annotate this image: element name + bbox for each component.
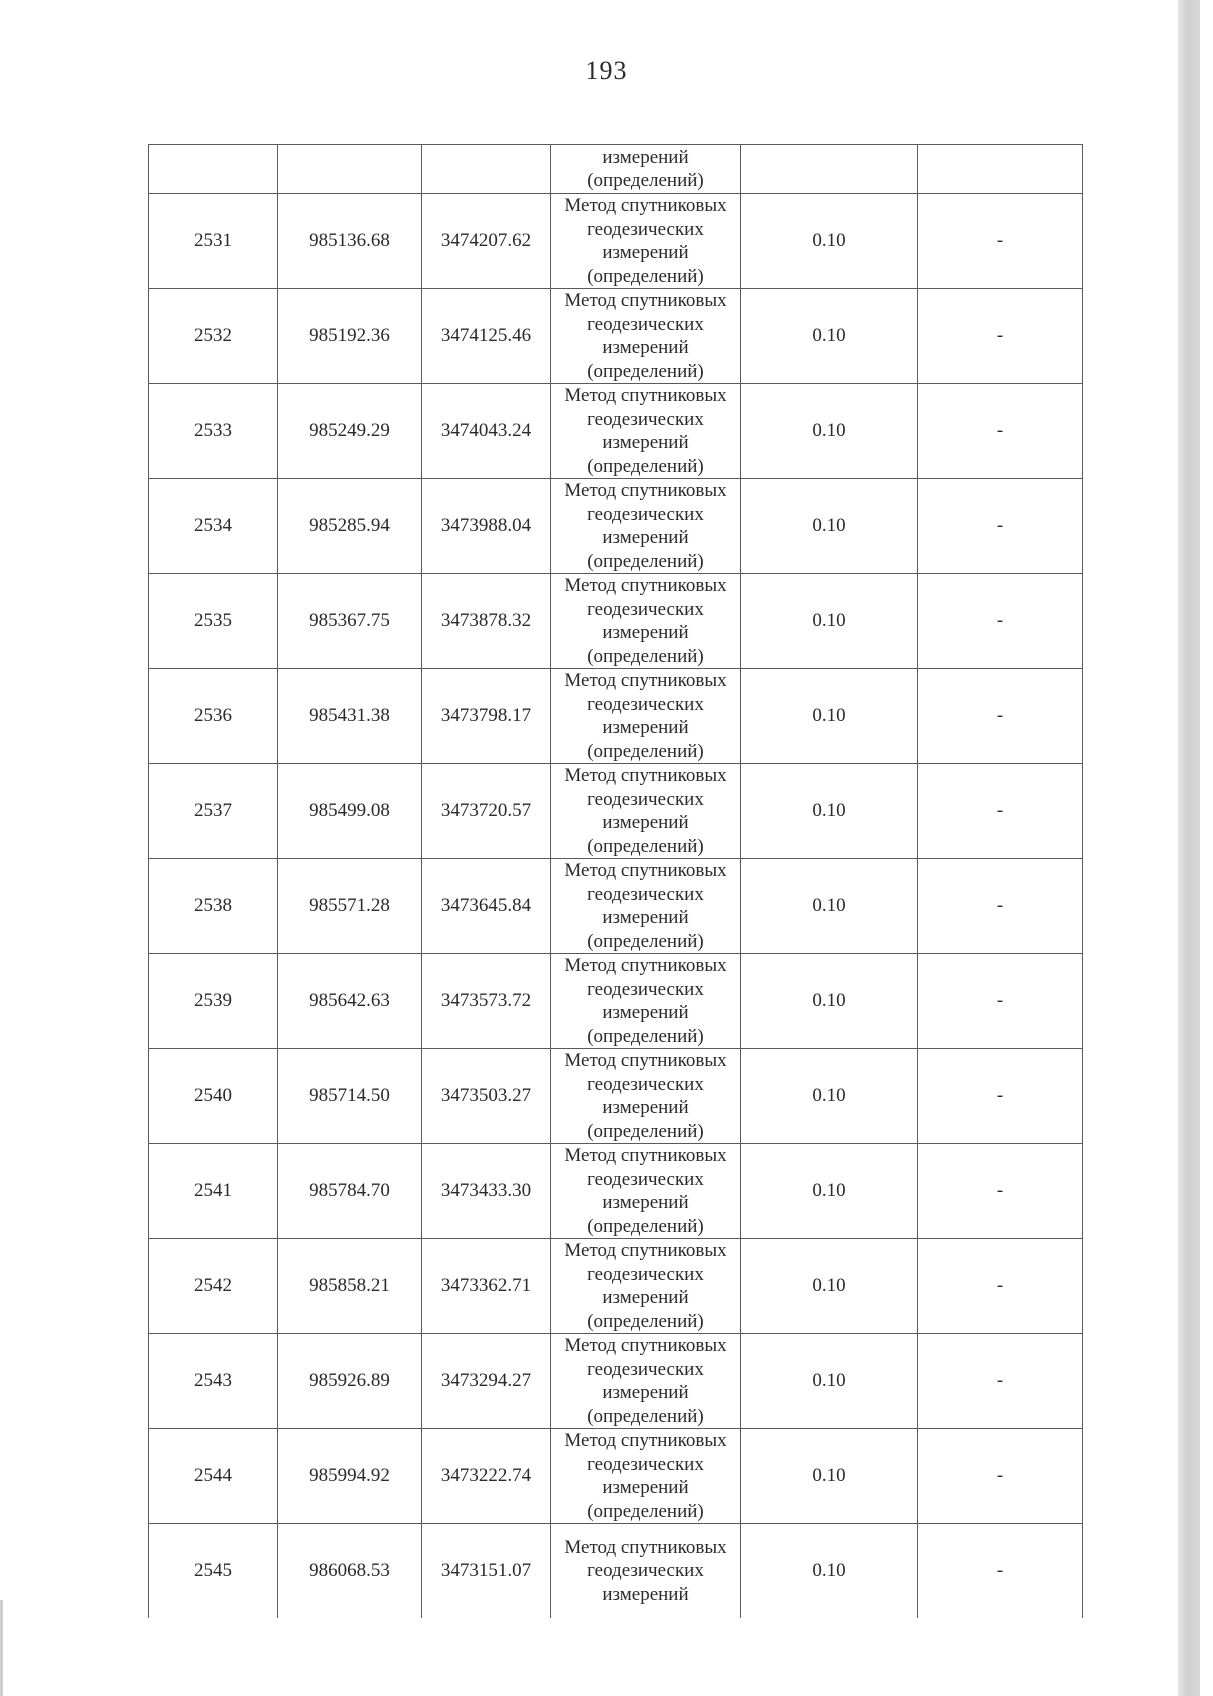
table-row bbox=[149, 574, 1083, 669]
method-line: Метод спутниковых bbox=[564, 955, 727, 976]
accuracy-cell: 0.10 bbox=[741, 954, 918, 1049]
method-line: измерений bbox=[602, 527, 689, 548]
y-coordinate-cell: 3473151.07 bbox=[422, 1524, 551, 1619]
note-cell: - bbox=[918, 574, 1083, 669]
x-coordinate-cell: 985642.63 bbox=[278, 954, 422, 1049]
method-line: измерений bbox=[602, 1097, 689, 1118]
method-line: (определений) bbox=[587, 1310, 704, 1332]
method-line: Метод спутниковых bbox=[564, 1335, 727, 1356]
method-line: (определений) bbox=[587, 170, 704, 191]
point-cell: 2536 bbox=[149, 669, 278, 764]
table-row bbox=[149, 384, 1083, 479]
table-row bbox=[149, 1429, 1083, 1524]
method-line: (определений) bbox=[587, 360, 704, 382]
method-line: измерений bbox=[602, 1287, 689, 1308]
point-cell: 2538 bbox=[149, 859, 278, 954]
x-coordinate-cell: 985431.38 bbox=[278, 669, 422, 764]
method-line: (определений) bbox=[587, 1500, 704, 1522]
y-coordinate-cell: 3474207.62 bbox=[422, 194, 551, 289]
method-cell bbox=[551, 1429, 741, 1524]
table-row bbox=[149, 669, 1083, 764]
continuation-point-cell bbox=[149, 145, 278, 194]
x-coordinate-cell: 986068.53 bbox=[278, 1524, 422, 1619]
method-line: (определений) bbox=[587, 835, 704, 857]
method-line: геодезических bbox=[587, 1263, 704, 1285]
continuation-note-cell bbox=[918, 145, 1083, 194]
point-cell: 2539 bbox=[149, 954, 278, 1049]
table-row bbox=[149, 479, 1083, 574]
method-cell bbox=[551, 669, 741, 764]
method-line: измерений bbox=[602, 242, 689, 263]
note-cell: - bbox=[918, 859, 1083, 954]
method-line: измерений bbox=[602, 337, 689, 358]
continuation-method-cell bbox=[551, 145, 741, 194]
coordinates-table bbox=[148, 144, 1083, 1618]
method-line: геодезических bbox=[587, 218, 704, 240]
x-coordinate-cell: 985994.92 bbox=[278, 1429, 422, 1524]
point-cell: 2533 bbox=[149, 384, 278, 479]
accuracy-cell: 0.10 bbox=[741, 1429, 918, 1524]
accuracy-cell: 0.10 bbox=[741, 479, 918, 574]
y-coordinate-cell: 3473222.74 bbox=[422, 1429, 551, 1524]
point-cell: 2531 bbox=[149, 194, 278, 289]
method-line: геодезических bbox=[587, 1073, 704, 1095]
method-line: Метод спутниковых bbox=[564, 1430, 727, 1451]
method-line: Метод спутниковых bbox=[564, 290, 727, 311]
note-cell: - bbox=[918, 764, 1083, 859]
y-coordinate-cell: 3473878.32 bbox=[422, 574, 551, 669]
table-row bbox=[149, 954, 1083, 1049]
method-line: измерений bbox=[602, 1382, 689, 1403]
accuracy-cell: 0.10 bbox=[741, 289, 918, 384]
point-cell: 2540 bbox=[149, 1049, 278, 1144]
table-row bbox=[149, 194, 1083, 289]
x-coordinate-cell: 985714.50 bbox=[278, 1049, 422, 1144]
method-line: геодезических bbox=[587, 503, 704, 525]
y-coordinate-cell: 3474125.46 bbox=[422, 289, 551, 384]
accuracy-cell: 0.10 bbox=[741, 194, 918, 289]
method-line: Метод спутниковых bbox=[564, 575, 727, 596]
method-line: Метод спутниковых bbox=[564, 1145, 727, 1166]
method-line: геодезических bbox=[587, 313, 704, 335]
accuracy-cell: 0.10 bbox=[741, 384, 918, 479]
method-line: (определений) bbox=[587, 1120, 704, 1142]
table-row bbox=[149, 1144, 1083, 1239]
continuation-y-cell bbox=[422, 145, 551, 194]
method-line: Метод спутниковых bbox=[564, 765, 727, 786]
method-line: измерений bbox=[602, 622, 689, 643]
accuracy-cell: 0.10 bbox=[741, 1524, 918, 1619]
accuracy-cell: 0.10 bbox=[741, 574, 918, 669]
method-line: (определений) bbox=[587, 265, 704, 287]
method-cell bbox=[551, 574, 741, 669]
point-cell: 2545 bbox=[149, 1524, 278, 1619]
method-line: (определений) bbox=[587, 550, 704, 572]
point-cell: 2534 bbox=[149, 479, 278, 574]
method-line: (определений) bbox=[587, 645, 704, 667]
method-line: Метод спутниковых bbox=[564, 1536, 727, 1558]
method-line: измерений bbox=[602, 1002, 689, 1023]
method-line: (определений) bbox=[587, 930, 704, 952]
y-coordinate-cell: 3473573.72 bbox=[422, 954, 551, 1049]
table-row bbox=[149, 1524, 1083, 1619]
method-line: (определений) bbox=[587, 455, 704, 477]
accuracy-cell: 0.10 bbox=[741, 669, 918, 764]
y-coordinate-cell: 3473720.57 bbox=[422, 764, 551, 859]
point-cell: 2535 bbox=[149, 574, 278, 669]
accuracy-cell: 0.10 bbox=[741, 1049, 918, 1144]
method-line: измерений bbox=[602, 717, 689, 738]
y-coordinate-cell: 3474043.24 bbox=[422, 384, 551, 479]
page-number: 193 bbox=[585, 56, 628, 85]
x-coordinate-cell: 985499.08 bbox=[278, 764, 422, 859]
point-cell: 2537 bbox=[149, 764, 278, 859]
method-cell bbox=[551, 194, 741, 289]
note-cell: - bbox=[918, 1144, 1083, 1239]
y-coordinate-cell: 3473645.84 bbox=[422, 859, 551, 954]
y-coordinate-cell: 3473503.27 bbox=[422, 1049, 551, 1144]
note-cell: - bbox=[918, 1239, 1083, 1334]
x-coordinate-cell: 985367.75 bbox=[278, 574, 422, 669]
y-coordinate-cell: 3473433.30 bbox=[422, 1144, 551, 1239]
method-line: геодезических bbox=[587, 1560, 704, 1582]
continuation-accuracy-cell bbox=[741, 145, 918, 194]
table-row bbox=[149, 764, 1083, 859]
method-line: измерений bbox=[602, 1583, 689, 1605]
method-cell bbox=[551, 289, 741, 384]
method-line: измерений bbox=[602, 1477, 689, 1498]
method-line: измерений bbox=[602, 812, 689, 833]
method-line: измерений bbox=[602, 432, 689, 453]
x-coordinate-cell: 985858.21 bbox=[278, 1239, 422, 1334]
note-cell: - bbox=[918, 194, 1083, 289]
table-row bbox=[149, 1239, 1083, 1334]
method-line: геодезических bbox=[587, 598, 704, 620]
method-line: геодезических bbox=[587, 1453, 704, 1475]
point-cell: 2541 bbox=[149, 1144, 278, 1239]
method-line: Метод спутниковых bbox=[564, 195, 727, 216]
method-line: Метод спутниковых bbox=[564, 1240, 727, 1261]
method-cell bbox=[551, 1524, 741, 1619]
accuracy-cell: 0.10 bbox=[741, 859, 918, 954]
method-cell bbox=[551, 764, 741, 859]
continuation-x-cell bbox=[278, 145, 422, 194]
accuracy-cell: 0.10 bbox=[741, 1144, 918, 1239]
coordinates-table-body bbox=[149, 145, 1083, 1619]
method-line: Метод спутниковых bbox=[564, 385, 727, 406]
y-coordinate-cell: 3473294.27 bbox=[422, 1334, 551, 1429]
method-cell bbox=[551, 859, 741, 954]
note-cell: - bbox=[918, 479, 1083, 574]
scan-edge-shadow bbox=[1178, 0, 1200, 1696]
y-coordinate-cell: 3473362.71 bbox=[422, 1239, 551, 1334]
x-coordinate-cell: 985249.29 bbox=[278, 384, 422, 479]
method-line: геодезических bbox=[587, 883, 704, 905]
method-cell bbox=[551, 1144, 741, 1239]
method-line: (определений) bbox=[587, 1405, 704, 1427]
method-cell bbox=[551, 1049, 741, 1144]
method-line: измерений bbox=[602, 146, 689, 168]
x-coordinate-cell: 985926.89 bbox=[278, 1334, 422, 1429]
point-cell: 2542 bbox=[149, 1239, 278, 1334]
note-cell: - bbox=[918, 954, 1083, 1049]
x-coordinate-cell: 985192.36 bbox=[278, 289, 422, 384]
method-cell bbox=[551, 954, 741, 1049]
method-line: измерений bbox=[602, 907, 689, 928]
method-line: геодезических bbox=[587, 408, 704, 430]
coordinates-table-wrapper bbox=[148, 144, 1082, 1605]
table-row bbox=[149, 289, 1083, 384]
scan-left-mark bbox=[0, 1600, 3, 1696]
x-coordinate-cell: 985784.70 bbox=[278, 1144, 422, 1239]
method-line: Метод спутниковых bbox=[564, 480, 727, 501]
method-line: геодезических bbox=[587, 1358, 704, 1380]
method-line: геодезических bbox=[587, 1168, 704, 1190]
note-cell: - bbox=[918, 669, 1083, 764]
note-cell: - bbox=[918, 1049, 1083, 1144]
note-cell: - bbox=[918, 289, 1083, 384]
method-cell bbox=[551, 479, 741, 574]
continuation-row bbox=[149, 145, 1083, 194]
note-cell: - bbox=[918, 1334, 1083, 1429]
note-cell: - bbox=[918, 384, 1083, 479]
table-row bbox=[149, 1334, 1083, 1429]
method-line: Метод спутниковых bbox=[564, 1050, 727, 1071]
method-line: (определений) bbox=[587, 740, 704, 762]
method-cell bbox=[551, 384, 741, 479]
point-cell: 2543 bbox=[149, 1334, 278, 1429]
x-coordinate-cell: 985285.94 bbox=[278, 479, 422, 574]
method-cell bbox=[551, 1334, 741, 1429]
x-coordinate-cell: 985571.28 bbox=[278, 859, 422, 954]
method-line: Метод спутниковых bbox=[564, 670, 727, 691]
note-cell: - bbox=[918, 1429, 1083, 1524]
method-line: Метод спутниковых bbox=[564, 860, 727, 881]
y-coordinate-cell: 3473798.17 bbox=[422, 669, 551, 764]
method-cell bbox=[551, 1239, 741, 1334]
accuracy-cell: 0.10 bbox=[741, 1334, 918, 1429]
table-row bbox=[149, 859, 1083, 954]
x-coordinate-cell: 985136.68 bbox=[278, 194, 422, 289]
method-line: (определений) bbox=[587, 1025, 704, 1047]
method-line: геодезических bbox=[587, 978, 704, 1000]
y-coordinate-cell: 3473988.04 bbox=[422, 479, 551, 574]
note-cell: - bbox=[918, 1524, 1083, 1619]
accuracy-cell: 0.10 bbox=[741, 764, 918, 859]
point-cell: 2544 bbox=[149, 1429, 278, 1524]
table-row bbox=[149, 1049, 1083, 1144]
method-line: геодезических bbox=[587, 788, 704, 810]
method-line: измерений bbox=[602, 1192, 689, 1213]
accuracy-cell: 0.10 bbox=[741, 1239, 918, 1334]
point-cell: 2532 bbox=[149, 289, 278, 384]
method-line: геодезических bbox=[587, 693, 704, 715]
method-line: (определений) bbox=[587, 1215, 704, 1237]
